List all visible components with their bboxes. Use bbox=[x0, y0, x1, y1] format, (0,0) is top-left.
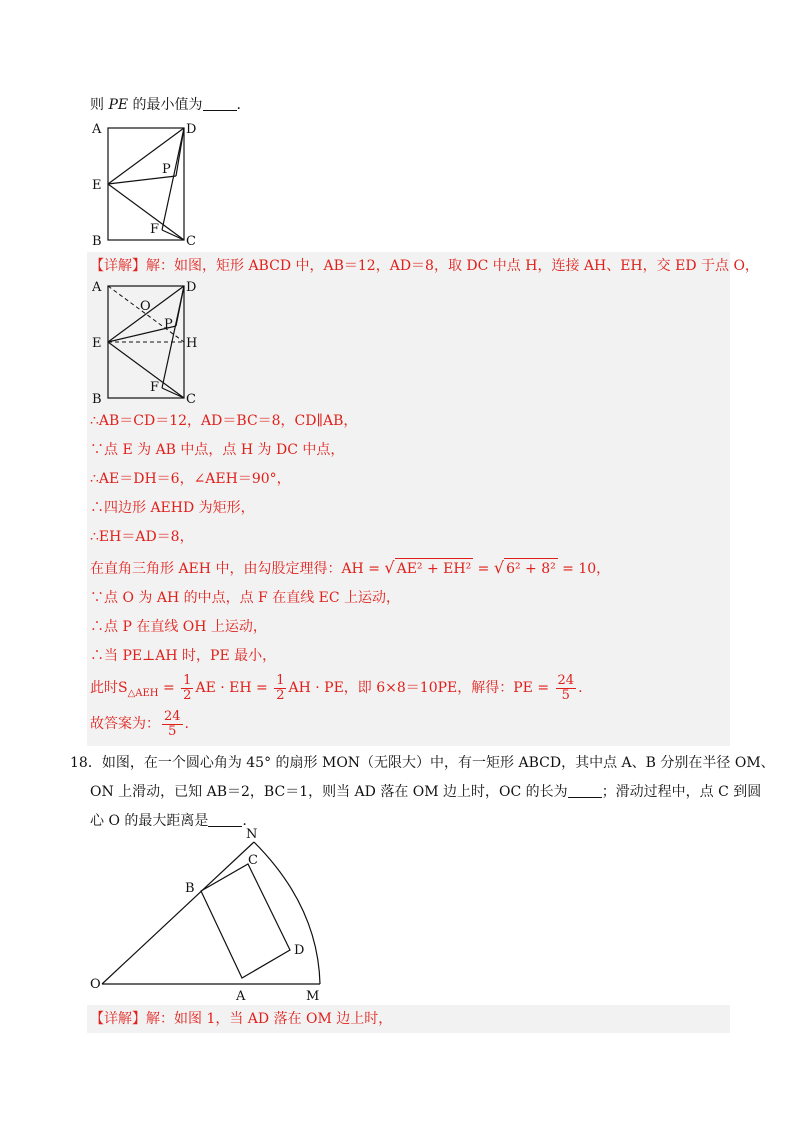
detail-tag: 【详解】 bbox=[90, 1011, 146, 1027]
answer-blank bbox=[568, 783, 602, 798]
area-expr-1: AE · EH = bbox=[195, 680, 273, 696]
sol17-line8: ∴点 P 在直线 OH 上运动， bbox=[90, 619, 267, 635]
numerator: 24 bbox=[164, 708, 181, 724]
answer-blank bbox=[203, 96, 237, 111]
pythag-result: = 10， bbox=[557, 561, 611, 577]
label-F: F bbox=[150, 380, 160, 395]
label-E: E bbox=[92, 178, 102, 193]
area-lead: 此时S bbox=[90, 680, 128, 696]
label-P: P bbox=[162, 162, 171, 177]
label-C: C bbox=[186, 392, 196, 406]
q18-text-3b: . bbox=[242, 813, 247, 829]
label-M: M bbox=[306, 989, 320, 1004]
label-B: B bbox=[92, 392, 102, 406]
period: . bbox=[578, 680, 583, 696]
label-D: D bbox=[294, 943, 305, 958]
figure-rectangle-1 bbox=[88, 118, 208, 248]
fraction-half-1 bbox=[181, 674, 193, 703]
q17-prefix: 则 bbox=[90, 97, 104, 113]
solution18-text: 解：如图 1，当 AD 落在 OM 边上时， bbox=[146, 1011, 393, 1027]
label-B: B bbox=[185, 881, 195, 896]
denominator: 5 bbox=[561, 687, 570, 703]
fraction-answer bbox=[162, 710, 183, 739]
denominator: 2 bbox=[183, 687, 192, 703]
label-D: D bbox=[186, 122, 197, 137]
sol17-line4: ∴四边形 AEHD 为矩形， bbox=[90, 500, 255, 516]
sol17-line3: ∴AE＝DH＝6，∠AEH＝90°， bbox=[90, 471, 291, 487]
q17-end: . bbox=[236, 97, 241, 113]
label-H: H bbox=[186, 336, 198, 351]
pythag-lead: 在直角三角形 AEH 中，由勾股定理得：AH = bbox=[90, 561, 385, 577]
equals: = bbox=[158, 680, 180, 696]
sol17-line9: ∴当 PE⊥AH 时，PE 最小， bbox=[90, 648, 277, 664]
solution17-intro bbox=[90, 256, 759, 276]
figure-rectangle-2 bbox=[88, 276, 218, 406]
numerator: 24 bbox=[557, 672, 575, 688]
label-O: O bbox=[90, 977, 101, 992]
label-A: A bbox=[92, 280, 102, 295]
label-B: B bbox=[92, 234, 102, 248]
question18-line2 bbox=[90, 782, 761, 802]
q18-text-1: 如图，在一个圆心角为 45° 的扇形 MON（无限大）中，有一矩形 ABCD，其中点 A、B 分别在半径 OM、 bbox=[101, 755, 775, 771]
q17-suffix: 的最小值为 bbox=[132, 97, 203, 113]
area-expr-2: AH · PE，即 6×8＝10PE，解得：PE = bbox=[288, 680, 554, 696]
q18-text-2a: ON 上滑动，已知 AB＝2，BC＝1，则当 AD 落在 OM 边上时，OC 的长为 bbox=[90, 784, 568, 800]
period: . bbox=[184, 716, 189, 732]
detail-tag: 【详解】 bbox=[90, 258, 146, 274]
denominator: 5 bbox=[168, 723, 177, 739]
sol17-answer bbox=[90, 708, 189, 740]
question17-tail bbox=[90, 95, 241, 115]
sqrt-expr-1: AE² + EH² bbox=[395, 558, 474, 579]
numerator: 1 bbox=[183, 672, 192, 688]
q17-var: PE bbox=[108, 97, 129, 113]
label-O: O bbox=[140, 299, 151, 314]
label-A: A bbox=[236, 989, 246, 1004]
answer-label: 故答案为： bbox=[90, 716, 160, 732]
sol17-line1: ∴AB＝CD＝12，AD＝BC＝8，CD∥AB， bbox=[90, 413, 358, 429]
intro-text: 解：如图，矩形 ABCD 中，AB＝12，AD＝8，取 DC 中点 H，连接 AH、EH，交 ED 于点 O， bbox=[146, 258, 759, 274]
sol17-line7: ∵点 O 为 AH 的中点，点 F 在直线 EC 上运动， bbox=[90, 590, 401, 606]
question-number: 18． bbox=[70, 755, 102, 771]
sol17-line5: ∴EH＝AD＝8， bbox=[90, 529, 194, 545]
fraction-result bbox=[556, 674, 577, 703]
label-D: D bbox=[186, 280, 197, 295]
sol17-line10 bbox=[90, 672, 583, 710]
fraction-half-2 bbox=[274, 674, 286, 703]
solution18-intro bbox=[90, 1009, 392, 1029]
numerator: 1 bbox=[276, 672, 285, 688]
label-C: C bbox=[248, 853, 258, 868]
q18-text-3a: 心 O 的最大距离是 bbox=[90, 813, 209, 829]
label-N: N bbox=[246, 827, 258, 842]
area-subscript: △AEH bbox=[127, 687, 159, 699]
equals: = bbox=[473, 561, 494, 577]
sol17-line6: 在直角三角形 AEH 中，由勾股定理得：AH = √ AE² + EH² = √ 6² + 8² = 10， bbox=[90, 558, 611, 577]
sqrt-expr-2: 6² + 8² bbox=[504, 558, 558, 579]
label-A: A bbox=[92, 122, 102, 137]
label-F: F bbox=[150, 222, 160, 237]
answer-blank bbox=[208, 812, 242, 827]
denominator: 2 bbox=[276, 687, 285, 703]
sol17-line2: ∵点 E 为 AB 中点，点 H 为 DC 中点， bbox=[90, 442, 345, 458]
label-C: C bbox=[186, 234, 196, 248]
label-P: P bbox=[164, 317, 173, 332]
label-E: E bbox=[92, 336, 102, 351]
q18-text-2b: ；滑动过程中，点 C 到圆 bbox=[601, 784, 762, 800]
question18-line1 bbox=[70, 753, 775, 773]
figure-sector bbox=[88, 826, 348, 1006]
